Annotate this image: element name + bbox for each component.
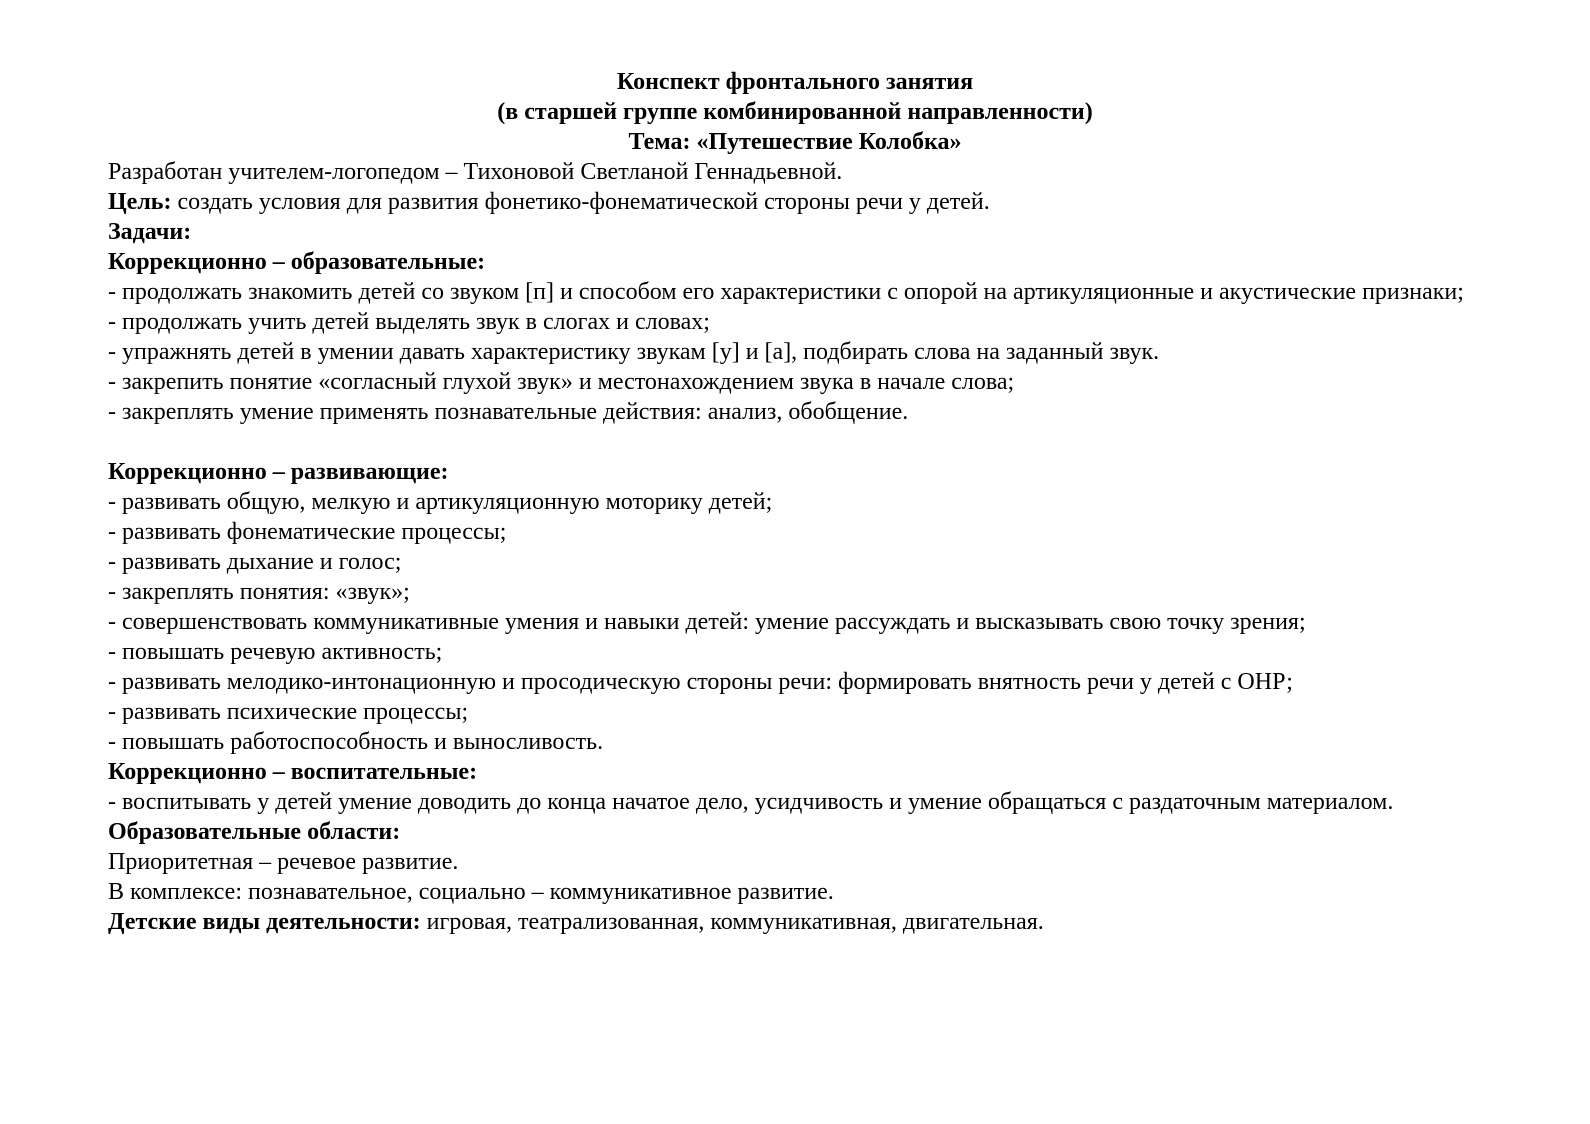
educational-item: - закрепить понятие «согласный глухой звук» и местонахождением звука в начале слова; — [108, 369, 1015, 395]
developing-item: - повышать речевую активность; — [108, 639, 443, 665]
developing-item: - закреплять понятия: «звук»; — [108, 579, 410, 605]
goal-label: Цель: — [108, 189, 172, 215]
developing-item: - развивать общую, мелкую и артикуляционную моторику детей; — [108, 489, 773, 515]
areas-heading: Образовательные области: — [108, 819, 401, 845]
developing-item: - развивать фонематические процессы; — [108, 519, 507, 545]
developing-item: - повышать работоспособность и выносливость. — [108, 729, 604, 755]
activities-line — [108, 907, 1488, 937]
areas-priority: Приоритетная – речевое развитие. — [108, 849, 459, 875]
educational-heading: Коррекционно – образовательные: — [108, 249, 486, 275]
educational-item: - закреплять умение применять познавательные действия: анализ, обобщение. — [108, 399, 909, 425]
author-line: Разработан учителем-логопедом – Тихоновой Светланой Геннадьевной. — [108, 159, 843, 185]
blank-line — [108, 427, 1488, 457]
activities-label: Детские виды деятельности: — [108, 909, 421, 935]
title-line-3: Тема: «Путешествие Колобка» — [628, 129, 962, 155]
document-title — [0, 67, 1590, 157]
educational-item: - продолжать учить детей выделять звук в слогах и словах; — [108, 309, 710, 335]
developing-item: - развивать мелодико-интонационную и просодическую стороны речи: формировать внятность речи у детей с ОНР; — [108, 669, 1293, 695]
goal-text: создать условия для развития фонетико-фонематической стороны речи у детей. — [171, 189, 990, 215]
developing-item: - развивать дыхание и голос; — [108, 549, 402, 575]
upbringing-item: - воспитывать у детей умение доводить до конца начатое дело, усидчивость и умение обращаться с раздаточным материалом. — [108, 789, 1394, 815]
tasks-heading: Задачи: — [108, 219, 192, 245]
developing-item: - развивать психические процессы; — [108, 699, 469, 725]
developing-heading: Коррекционно – развивающие: — [108, 459, 449, 485]
educational-item: - продолжать знакомить детей со звуком [п] и способом его характеристики с опорой на артикуляционные и акустические признаки; — [108, 279, 1464, 305]
document-body — [108, 157, 1488, 937]
activities-text: игровая, театрализованная, коммуникативная, двигательная. — [420, 909, 1044, 935]
title-line-1: Конспект фронтального занятия — [616, 69, 974, 95]
upbringing-heading: Коррекционно – воспитательные: — [108, 759, 478, 785]
areas-complex: В комплексе: познавательное, социально – коммуникативное развитие. — [108, 879, 834, 905]
developing-item: - совершенствовать коммуникативные умения и навыки детей: умение рассуждать и высказывать свою точку зрения; — [108, 609, 1306, 635]
title-line-2: (в старшей группе комбинированной направленности) — [497, 99, 1093, 125]
goal-line — [108, 187, 1488, 217]
educational-item: - упражнять детей в умении давать характеристику звукам [у] и [а], подбирать слова на заданный звук. — [108, 339, 1160, 365]
